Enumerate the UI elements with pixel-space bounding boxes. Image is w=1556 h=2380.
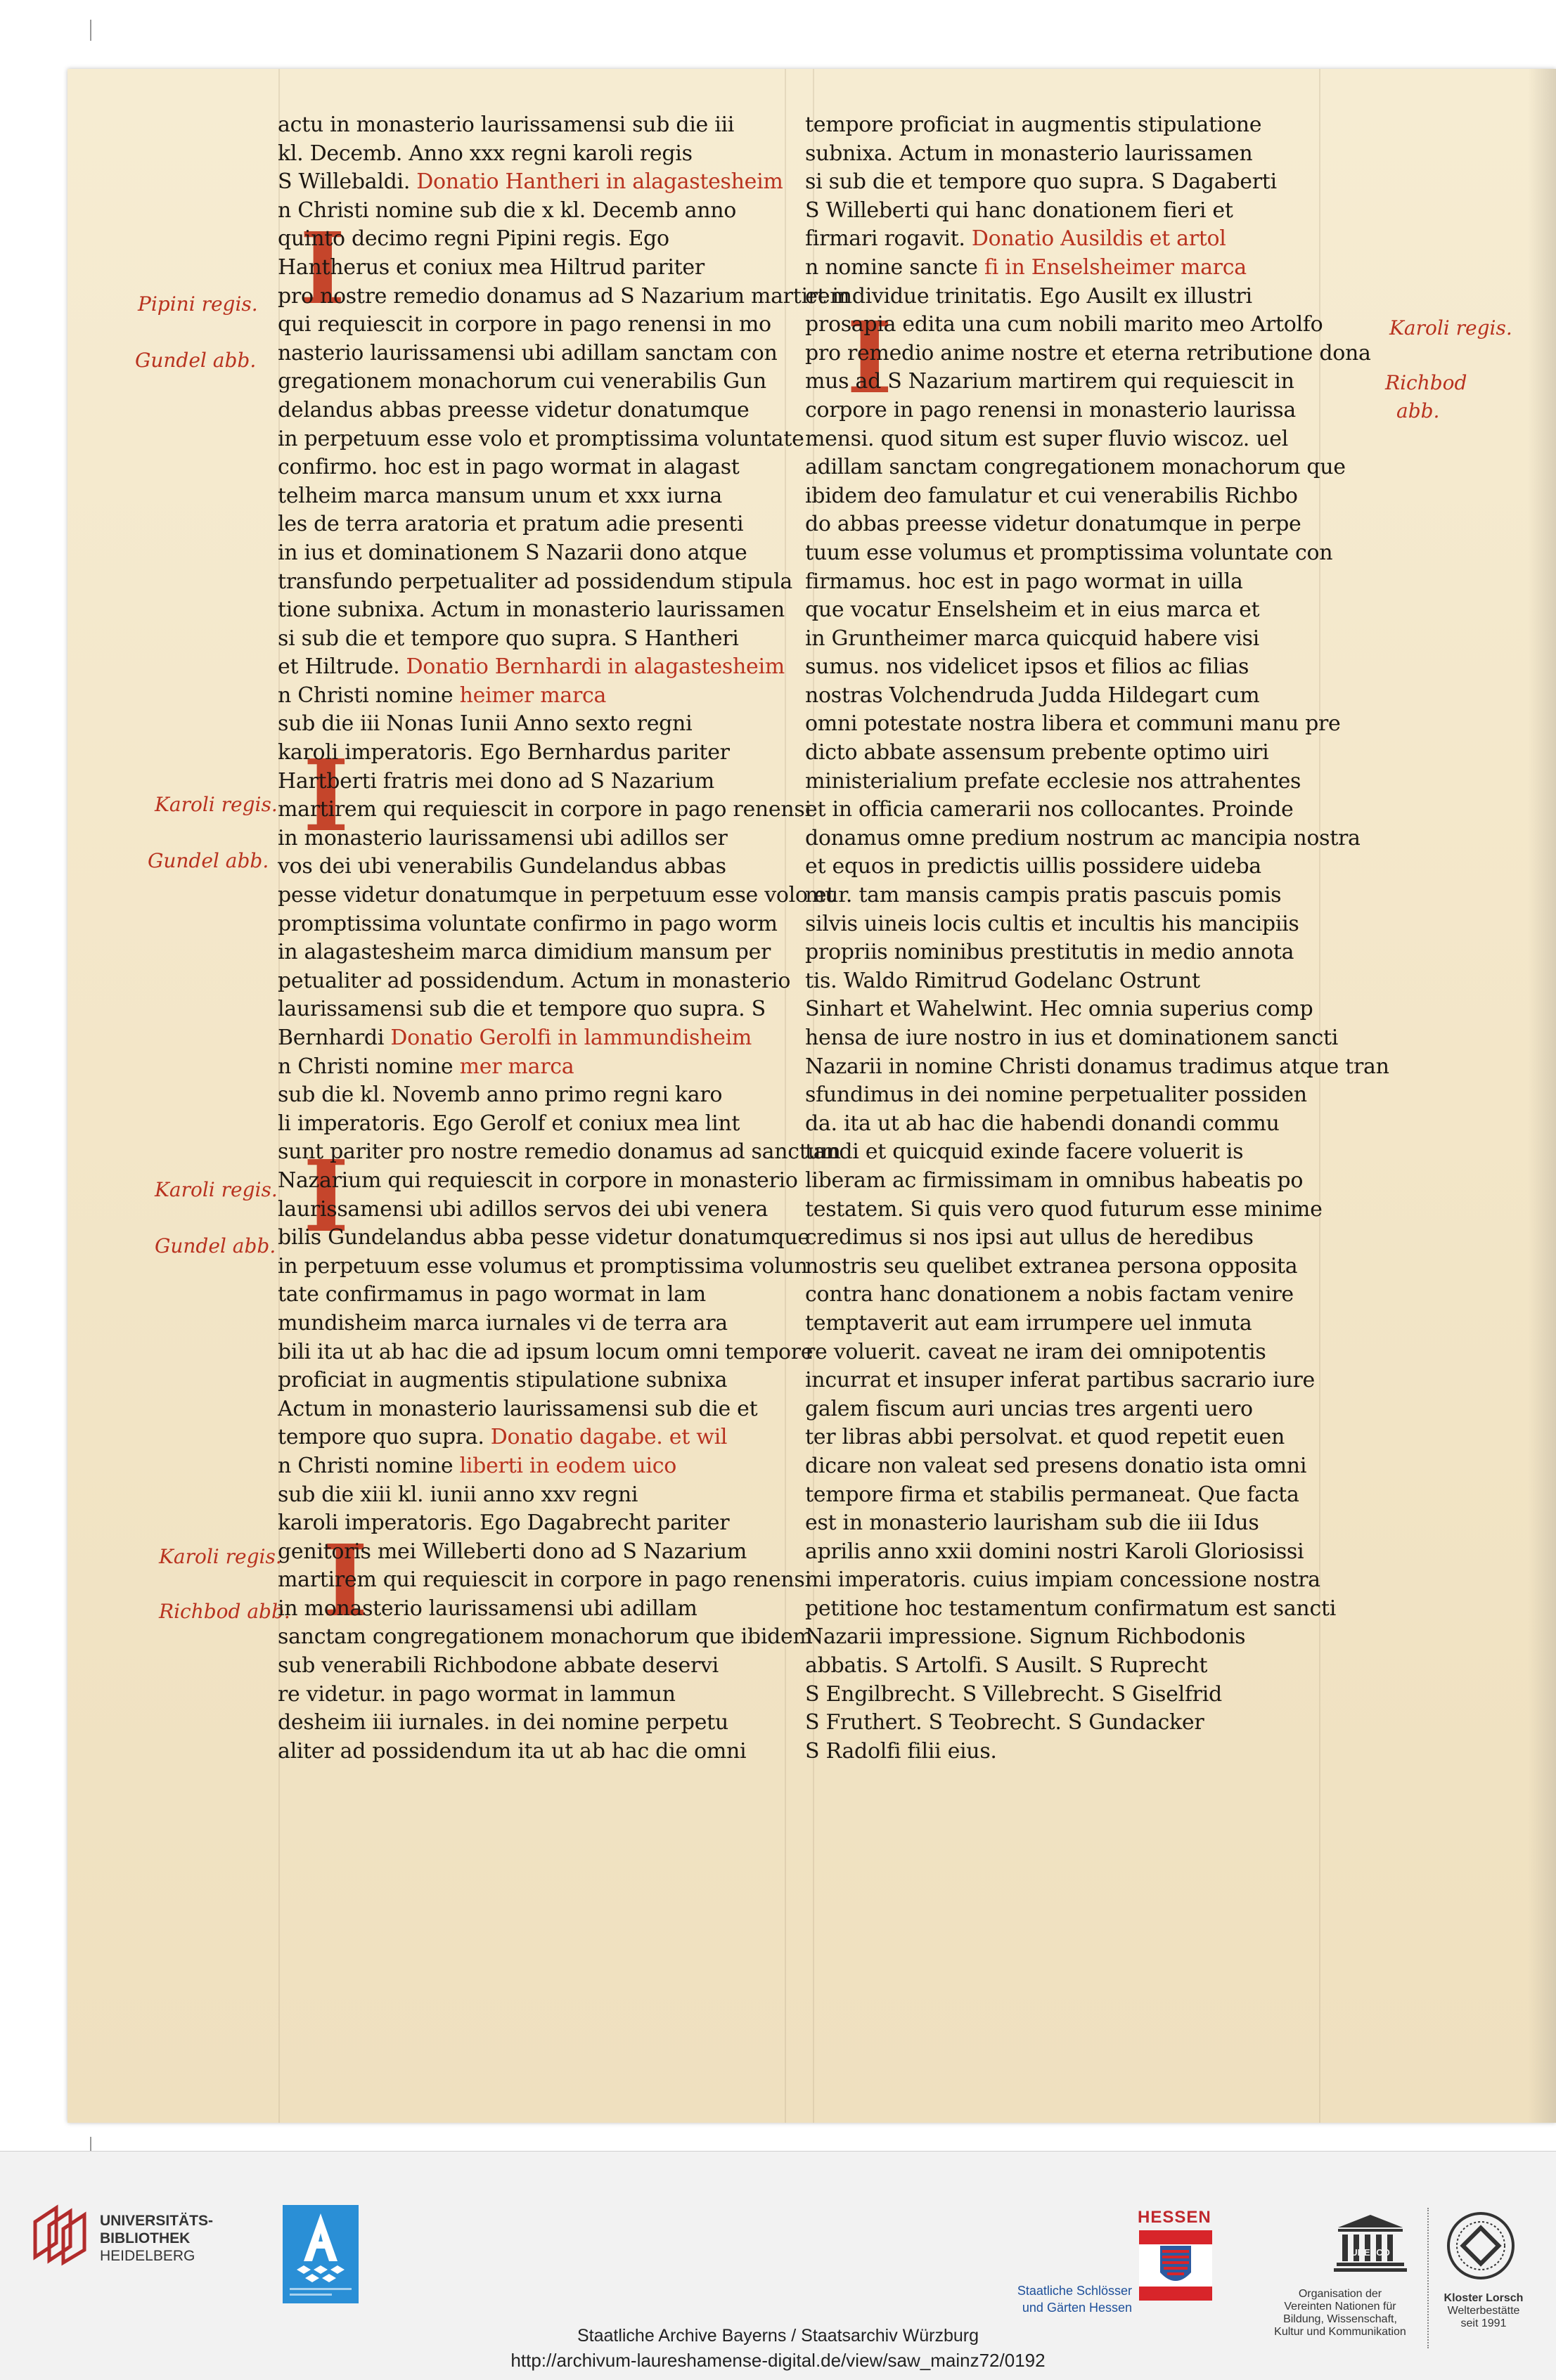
hessen-coat-of-arms-icon[interactable] <box>1139 2230 1212 2301</box>
manuscript-line <box>805 1309 1308 1338</box>
manuscript-text: et in officia camerarii nos collocantes. Proinde <box>805 797 1294 822</box>
ruling-line <box>785 69 786 2123</box>
manuscript-text: transfundo perpetualiter ad possidendum stipula <box>278 569 792 594</box>
manuscript-text: firmari rogavit. <box>805 226 972 252</box>
hessen-label: HESSEN <box>1138 2208 1211 2227</box>
manuscript-line <box>278 938 780 967</box>
rubric-heading: mer marca <box>459 1054 574 1079</box>
manuscript-text: bili ita ut ab hac die ad ipsum locum omni tempore <box>278 1339 814 1364</box>
manuscript-line <box>278 254 780 283</box>
manuscript-line <box>278 881 835 910</box>
manuscript-text: n Christi nomine <box>278 1453 460 1478</box>
manuscript-text: tate confirmamus in pago wormat in lam <box>278 1282 706 1307</box>
margin-note: Karoli regis. <box>155 1178 278 1201</box>
rubric-heading: liberti in eodem uico <box>459 1453 676 1478</box>
manuscript-text: prosapia edita una cum nobili marito meo Artolfo <box>805 312 1323 337</box>
manuscript-line <box>805 881 1308 910</box>
manuscript-text: Actum in monasterio laurissamensi sub die et <box>278 1396 758 1421</box>
rubric-heading: heimer marca <box>459 683 607 708</box>
ub-line-2: BIBLIOTHEK <box>100 2230 191 2246</box>
manuscript-text: mundisheim marca iurnales vi de terra ara <box>278 1310 728 1335</box>
manuscript-text: in alagastesheim marca dimidium mansum per <box>278 940 771 965</box>
manuscript-text: promptissima voluntate confirmo in pago worm <box>278 911 778 936</box>
manuscript-line <box>278 768 780 796</box>
margin-note: Karoli regis. <box>155 793 278 816</box>
manuscript-line <box>805 1053 1389 1082</box>
manuscript-line <box>805 1081 1308 1110</box>
manuscript-text: Hartberti fratris mei dono ad S Nazarium <box>278 768 714 794</box>
manuscript-text: Nazarii impressione. Signum Richbodonis <box>805 1624 1246 1650</box>
manuscript-text: galem fiscum auri uncias tres argenti uero <box>805 1396 1253 1421</box>
manuscript-text: tione subnixa. Actum in monasterio laurissamen <box>278 597 785 623</box>
manuscript-text: bilis Gundelandus abba pesse videtur donatumque <box>278 1225 810 1250</box>
manuscript-text: karoli imperatoris. Ego Dagabrecht pariter <box>278 1511 730 1536</box>
scan-mark-top <box>90 20 91 41</box>
illuminated-initial: I <box>303 739 349 854</box>
manuscript-text: martirem qui requiescit in corpore in pago renensi <box>278 1567 811 1593</box>
manuscript-text: Bernhardi <box>278 1026 391 1050</box>
manuscript-line <box>278 425 804 454</box>
manuscript-text: telheim marca mansum unum et xxx iurna <box>278 483 722 508</box>
manuscript-text: petualiter ad possidendum. Actum in monasterio <box>278 968 791 993</box>
archive-source: Staatliche Archive Bayerns / Staatsarchiv Würzburg <box>577 2326 979 2346</box>
manuscript-text: Hantherus et coniux mea Hiltrud pariter <box>278 254 705 280</box>
manuscript-line <box>805 111 1308 140</box>
manuscript-line <box>278 1053 780 1082</box>
margin-note: Karoli regis. <box>159 1545 282 1568</box>
manuscript-line <box>278 283 850 311</box>
manuscript-line <box>805 283 1308 311</box>
manuscript-text: abbatis. S Artolfi. S Ausilt. S Ruprecht <box>805 1653 1208 1679</box>
manuscript-text: ibidem deo famulatur et cui venerabilis Richbo <box>805 483 1298 508</box>
manuscript-line <box>805 140 1308 169</box>
manuscript-line <box>805 396 1308 425</box>
manuscript-line <box>805 339 1371 368</box>
manuscript-line <box>278 1566 811 1595</box>
manuscript-text: in ius et dominationem S Nazarii dono atque <box>278 540 747 565</box>
manuscript-line <box>278 1366 780 1395</box>
manuscript-text: dicto abbate assensum prebente optimo uiri <box>805 740 1269 765</box>
manuscript-line <box>278 1652 780 1681</box>
manuscript-line <box>805 1395 1308 1424</box>
manuscript-text: in Gruntheimer marca quicquid habere visi <box>805 626 1259 651</box>
manuscript-line <box>278 682 780 711</box>
manuscript-line <box>805 853 1308 881</box>
manuscript-line <box>805 1623 1308 1652</box>
manuscript-text: liberam ac firmissimam in omnibus habeatis po <box>805 1168 1304 1193</box>
manuscript-line <box>805 453 1346 482</box>
manuscript-text: aliter ad possidendum ita ut ab hac die omni <box>278 1738 747 1764</box>
manuscript-line <box>805 311 1323 339</box>
manuscript-line <box>278 510 780 539</box>
manuscript-line <box>805 482 1308 511</box>
manuscript-line <box>278 539 780 568</box>
manuscript-line <box>805 1167 1308 1196</box>
manuscript-text: n Christi nomine sub die x kl. Decemb anno <box>278 198 737 223</box>
manuscript-text: S Willeberti qui hanc donationem fieri et <box>805 198 1233 223</box>
manuscript-text: S Engilbrecht. S Villebrecht. S Giselfrid <box>805 1681 1222 1707</box>
manuscript-line <box>805 682 1308 711</box>
manuscript-text: sub die kl. Novemb anno primo regni karo <box>278 1082 723 1108</box>
manuscript-text: et equos in predictis uillis possidere uideba <box>805 854 1261 879</box>
manuscript-line <box>278 910 780 939</box>
manuscript-text: sfundimus in dei nomine perpetualiter possiden <box>805 1082 1307 1108</box>
manuscript-text: S Fruthert. S Teobrecht. S Gundacker <box>805 1710 1204 1735</box>
lorsch-line-3: seit 1991 <box>1460 2317 1507 2329</box>
manuscript-line <box>278 311 780 339</box>
manuscript-line <box>278 1024 780 1053</box>
ub-line-1: UNIVERSITÄTS- <box>100 2213 214 2229</box>
rubric-heading: Donatio Hantheri in alagastesheim <box>416 169 783 195</box>
manuscript-text: tempore firma et stabilis permaneat. Que facta <box>805 1482 1299 1507</box>
manuscript-text: dicare non valeat sed presens donatio ista omni <box>805 1453 1307 1478</box>
illuminated-initial: I <box>847 301 893 416</box>
manuscript-line <box>278 1709 780 1738</box>
manuscript-line <box>805 995 1313 1024</box>
manuscript-line <box>805 197 1308 226</box>
manuscript-text: Sinhart et Wahelwint. Hec omnia superius comp <box>805 997 1313 1022</box>
manuscript-line <box>805 1224 1308 1253</box>
manuscript-line <box>278 710 780 739</box>
manuscript-line <box>278 1110 780 1139</box>
manuscript-line <box>805 1709 1308 1738</box>
manuscript-text: incurrat et insuper inferat partibus sacrario iure <box>805 1368 1315 1393</box>
unesco-line-2: Vereinten Nationen für <box>1284 2301 1396 2313</box>
manuscript-text: sub venerabili Richbodone abbate deservi <box>278 1653 719 1679</box>
manuscript-line <box>805 368 1308 396</box>
unesco-line-1: Organisation der <box>1298 2288 1382 2300</box>
manuscript-line <box>278 197 780 226</box>
manuscript-line <box>278 1681 780 1709</box>
rubric-heading: Donatio Ausildis et artol <box>971 226 1226 252</box>
manuscript-text: mus ad S Nazarium martirem qui requiescit in <box>805 369 1294 394</box>
manuscript-text: laurissamensi sub die et tempore quo supra. S <box>278 997 766 1022</box>
manuscript-line <box>278 625 780 654</box>
manuscript-line <box>278 1338 814 1367</box>
manuscript-line <box>278 1138 841 1167</box>
manuscript-line <box>278 111 780 140</box>
manuscript-line <box>805 1253 1308 1281</box>
manuscript-text: donamus omne predium nostrum ac mancipia nostra <box>805 825 1361 851</box>
manuscript-line <box>805 1595 1336 1624</box>
manuscript-text: actu in monasterio laurissamensi sub die iii <box>278 112 735 137</box>
permalink-url[interactable]: http://archivum-laureshamense-digital.de/view/saw_mainz72/0192 <box>510 2350 1046 2371</box>
manuscript-line <box>805 539 1333 568</box>
manuscript-text: omni potestate nostra libera et communi manu pre <box>805 711 1341 737</box>
manuscript-text: in perpetuum esse volo et promptissima voluntate <box>278 426 804 451</box>
manuscript-text: mensi. quod situm est super fluvio wiscoz. uel <box>805 426 1288 451</box>
manuscript-text: sumus. nos videlicet ipsos et filios ac filias <box>805 654 1249 680</box>
illuminated-initial: I <box>303 1139 349 1255</box>
manuscript-line <box>805 1138 1308 1167</box>
manuscript-text: subnixa. Actum in monasterio laurissamen <box>805 141 1253 166</box>
manuscript-text: nostras Volchendruda Judda Hildegart cum <box>805 683 1260 708</box>
manuscript-text: gregationem monachorum cui venerabilis Gun <box>278 369 766 394</box>
manuscript-text: contra hanc donationem a nobis factam venire <box>805 1282 1294 1307</box>
manuscript-text: da. ita ut ab hac die habendi donandi commu <box>805 1111 1280 1136</box>
manuscript-text: hensa de iure nostro in ius et dominationem sancti <box>805 1026 1339 1050</box>
manuscript-text: si sub die et tempore quo supra. S Hantheri <box>278 626 739 651</box>
manuscript-line <box>278 1167 798 1196</box>
manuscript-line <box>278 853 780 881</box>
manuscript-text: re voluerit. caveat ne iram dei omnipotentis <box>805 1339 1266 1364</box>
manuscript-line <box>278 225 780 254</box>
manuscript-line <box>805 824 1361 853</box>
manuscript-text: tis. Waldo Rimitrud Godelanc Ostrunt <box>805 968 1200 993</box>
manuscript-line <box>278 1423 780 1452</box>
manuscript-text: mur. tam mansis campis pratis pascuis pomis <box>805 883 1282 908</box>
manuscript-text: petitione hoc testamentum confirmatum est sancti <box>805 1596 1336 1621</box>
manuscript-text: n Christi nomine <box>278 683 460 708</box>
world-heritage-emblem-icon[interactable] <box>1446 2211 1516 2281</box>
manuscript-line <box>278 1081 780 1110</box>
manuscript-text: credimus si nos ipsi aut ullus de heredibus <box>805 1225 1254 1250</box>
manuscript-text: tempore quo supra. <box>278 1425 491 1450</box>
manuscript-line <box>805 1338 1308 1367</box>
manuscript-line <box>278 1481 780 1510</box>
manuscript-line <box>805 1366 1315 1395</box>
manuscript-line <box>278 596 785 625</box>
manuscript-text: si sub die et tempore quo supra. S Dagaberti <box>805 169 1277 195</box>
manuscript-line <box>805 596 1308 625</box>
manuscript-text: li imperatoris. Ego Gerolf et coniux mea lint <box>278 1111 740 1136</box>
manuscript-text: martirem qui requiescit in corpore in pago renensi <box>278 797 811 822</box>
manuscript-line <box>805 625 1308 654</box>
manuscript-line <box>278 1623 813 1652</box>
manuscript-line <box>278 368 780 396</box>
illuminated-initial: I <box>300 212 346 327</box>
manuscript-text: nasterio laurissamensi ubi adillam sanctam con <box>278 340 778 366</box>
manuscript-line <box>805 168 1308 197</box>
text-column-right <box>805 111 1389 1766</box>
manuscript-text: kl. Decemb. Anno xxx regni karoli regis <box>278 141 693 166</box>
manuscript-text: qui requiescit in corpore in pago renensi in mo <box>278 312 771 337</box>
ub-line-3: HEIDELBERG <box>100 2248 195 2264</box>
manuscript-line <box>805 938 1308 967</box>
manuscript-text: genitoris mei Willeberti dono ad S Nazarium <box>278 1539 747 1564</box>
manuscript-line <box>278 1196 780 1224</box>
unesco-line-4: Kultur und Kommunikation <box>1274 2326 1406 2338</box>
staatliche-archive-bayerns-logo-icon[interactable] <box>283 2205 359 2303</box>
manuscript-text: et Hiltrude. <box>278 654 406 680</box>
page-edge-shadow <box>1528 69 1556 2123</box>
manuscript-line <box>805 568 1308 597</box>
manuscript-line <box>805 710 1341 739</box>
manuscript-line <box>278 1452 780 1481</box>
manuscript-line <box>278 453 780 482</box>
manuscript-text: vos dei ubi venerabilis Gundelandus abbas <box>278 854 726 879</box>
manuscript-text: Nazarium qui requiescit in corpore in monasterio <box>278 1168 798 1193</box>
manuscript-text: in perpetuum esse volumus et promptissima volun <box>278 1253 808 1279</box>
manuscript-text: in monasterio laurissamensi ubi adillam <box>278 1596 697 1621</box>
manuscript-text: n nomine sancte <box>805 254 984 280</box>
manuscript-text: sunt pariter pro nostre remedio donamus ad sanctum <box>278 1139 841 1165</box>
manuscript-text: ter libras abbi persolvat. et quod repetit euen <box>805 1425 1285 1450</box>
lorsch-title: Kloster Lorsch <box>1444 2292 1524 2304</box>
manuscript-line <box>805 510 1308 539</box>
manuscript-text: n Christi nomine <box>278 1054 460 1079</box>
manuscript-text: S Radolfi filii eius. <box>805 1738 997 1764</box>
manuscript-text: proficiat in augmentis stipulatione subnixa <box>278 1368 728 1393</box>
ruling-line <box>1319 69 1320 2123</box>
margin-note: Gundel abb. <box>148 849 269 872</box>
illuminated-initial: I <box>322 1524 368 1639</box>
ub-heidelberg-name <box>100 2212 213 2265</box>
manuscript-line <box>278 396 780 425</box>
manuscript-text: S Willebaldi. <box>278 169 417 195</box>
rubric-heading: Donatio dagabe. et wil <box>490 1425 728 1450</box>
manuscript-line <box>805 1452 1308 1481</box>
lorsch-line-2: Welterbestätte <box>1447 2305 1520 2317</box>
manuscript-text: corpore in pago renensi in monasterio laurissa <box>805 397 1296 422</box>
manuscript-text: in monasterio laurissamensi ubi adillos ser <box>278 825 728 851</box>
manuscript-text: firmamus. hoc est in pago wormat in uilla <box>805 569 1243 594</box>
margin-note: Gundel abb. <box>155 1234 276 1257</box>
manuscript-line <box>805 1681 1308 1709</box>
manuscript-line <box>278 1595 780 1624</box>
manuscript-line <box>278 739 780 768</box>
unesco-word: UNESCO <box>1351 2247 1390 2258</box>
manuscript-line <box>805 796 1308 824</box>
ub-heidelberg-logo-icon[interactable] <box>28 2201 91 2264</box>
manuscript-line <box>278 482 780 511</box>
unesco-line-3: Bildung, Wissenschaft, <box>1283 2313 1397 2325</box>
manuscript-line <box>805 1110 1308 1139</box>
manuscript-line <box>805 653 1308 682</box>
manuscript-line <box>278 339 780 368</box>
manuscript-text: que vocatur Enselsheim et in eius marca et <box>805 597 1260 623</box>
manuscript-line <box>278 168 783 197</box>
margin-note: Richbod <box>1385 371 1467 394</box>
manuscript-line <box>278 1538 780 1567</box>
manuscript-text: pesse videtur donatumque in perpetuum esse volo et <box>278 883 835 908</box>
schloesser-name <box>984 2282 1132 2316</box>
manuscript-line <box>805 425 1308 454</box>
manuscript-line <box>278 995 780 1024</box>
manuscript-line <box>805 1196 1323 1224</box>
manuscript-line <box>278 1281 780 1309</box>
kloster-lorsch-caption <box>1434 2292 1533 2330</box>
manuscript-text: sanctam congregationem monachorum que ibidem <box>278 1624 813 1650</box>
text-column-left <box>278 111 850 1766</box>
manuscript-line <box>278 140 780 169</box>
manuscript-text: do abbas preesse videtur donatumque in perpe <box>805 512 1301 537</box>
manuscript-line <box>805 1538 1308 1567</box>
manuscript-line <box>278 967 791 996</box>
manuscript-text: ministerialium prefate ecclesie nos attrahentes <box>805 768 1301 794</box>
rubric-heading: Donatio Bernhardi in alagastesheim <box>406 654 785 680</box>
manuscript-text: desheim iii iurnales. in dei nomine perpetu <box>278 1710 728 1735</box>
manuscript-text: tempore proficiat in augmentis stipulatione <box>805 112 1262 137</box>
manuscript-line <box>805 1566 1320 1595</box>
manuscript-line <box>805 739 1308 768</box>
manuscript-line <box>278 824 780 853</box>
margin-note: Pipini regis. <box>138 292 258 316</box>
manuscript-line <box>805 1281 1308 1309</box>
manuscript-text: silvis uineis locis cultis et incultis his mancipiis <box>805 911 1299 936</box>
manuscript-text: laurissamensi ubi adillos servos dei ubi venera <box>278 1196 769 1222</box>
margin-note: Karoli regis. <box>1389 316 1512 339</box>
rubric-heading: Donatio Gerolfi in lammundisheim <box>390 1026 752 1050</box>
manuscript-text: pro nostre remedio donamus ad S Nazarium martirem <box>278 283 850 309</box>
manuscript-text: Nazarii in nomine Christi donamus tradimus atque tran <box>805 1054 1389 1079</box>
manuscript-line <box>278 653 785 682</box>
manuscript-line <box>278 1224 810 1253</box>
manuscript-line <box>278 796 811 824</box>
manuscript-line <box>805 1024 1339 1053</box>
manuscript-line <box>805 1481 1308 1510</box>
manuscript-line <box>278 568 792 597</box>
footer-bar <box>0 2151 1556 2380</box>
margin-note: Gundel abb. <box>135 349 257 372</box>
manuscript-text: temptaverit aut eam irrumpere uel inmuta <box>805 1310 1252 1335</box>
manuscript-line <box>278 1395 780 1424</box>
margin-note: abb. <box>1396 399 1440 422</box>
rubric-heading: fi in Enselsheimer marca <box>984 254 1247 280</box>
manuscript-text: tandi et quicquid exinde facere voluerit is <box>805 1139 1244 1165</box>
manuscript-text: testatem. Si quis vero quod futurum esse minime <box>805 1196 1323 1222</box>
manuscript-line <box>278 1309 780 1338</box>
manuscript-text: karoli imperatoris. Ego Bernhardus pariter <box>278 740 730 765</box>
manuscript-text: confirmo. hoc est in pago wormat in alagast <box>278 455 740 480</box>
unesco-temple-icon[interactable] <box>1332 2213 1408 2277</box>
manuscript-line <box>805 1738 1308 1766</box>
manuscript-line <box>278 1253 808 1281</box>
manuscript-line <box>805 1509 1308 1538</box>
manuscript-text: tuum esse volumus et promptissima voluntate con <box>805 540 1333 565</box>
manuscript-text: delandus abbas preesse videtur donatumque <box>278 397 750 422</box>
manuscript-line <box>805 254 1308 283</box>
schloesser-line-1: Staatliche Schlösser <box>1017 2284 1132 2298</box>
manuscript-text: propriis nominibus prestitutis in medio annota <box>805 940 1294 965</box>
manuscript-text: adillam sanctam congregationem monachorum que <box>805 455 1346 480</box>
manuscript-line <box>805 768 1308 796</box>
schloesser-line-2: und Gärten Hessen <box>1022 2301 1132 2315</box>
manuscript-text: aprilis anno xxii domini nostri Karoli Gloriosissi <box>805 1539 1304 1564</box>
manuscript-line <box>805 967 1308 996</box>
manuscript-line <box>278 1509 780 1538</box>
manuscript-text: re videtur. in pago wormat in lammun <box>278 1681 676 1707</box>
manuscript-text: pro remedio anime nostre et eterna retributione dona <box>805 340 1371 366</box>
manuscript-line <box>805 225 1308 254</box>
manuscript-line <box>805 1423 1308 1452</box>
manuscript-text: quinto decimo regni Pipini regis. Ego <box>278 226 669 252</box>
manuscript-text: et individue trinitatis. Ego Ausilt ex illustri <box>805 283 1252 309</box>
manuscript-text: mi imperatoris. cuius impiam concessione nostra <box>805 1567 1320 1593</box>
manuscript-text: sub die xiii kl. iunii anno xxv regni <box>278 1482 638 1507</box>
manuscript-text: est in monasterio laurisham sub die iii Idus <box>805 1511 1259 1536</box>
manuscript-line <box>278 1738 780 1766</box>
manuscript-line <box>805 910 1308 939</box>
manuscript-line <box>805 1652 1308 1681</box>
manuscript-text: sub die iii Nonas Iunii Anno sexto regni <box>278 711 693 737</box>
margin-note: Richbod abb. <box>159 1600 290 1623</box>
manuscript-text: les de terra aratoria et pratum adie presenti <box>278 512 744 537</box>
manuscript-text: nostris seu quelibet extranea persona opposita <box>805 1253 1298 1279</box>
